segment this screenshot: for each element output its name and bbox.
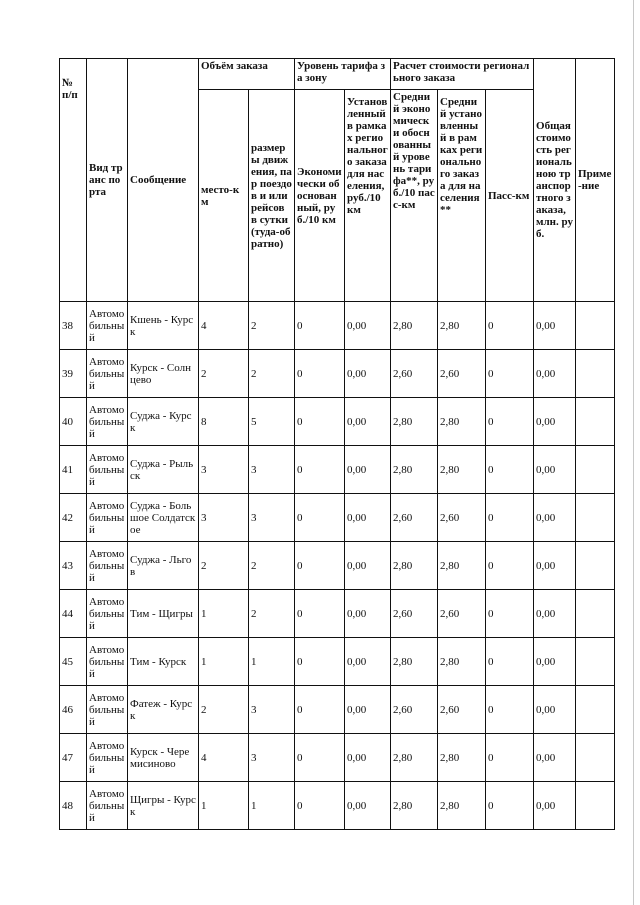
cell-avg-established-tariff: 2,60 [438, 590, 486, 638]
cell-total-cost: 0,00 [534, 542, 576, 590]
cell-route: Кшень - Курск [128, 302, 199, 350]
cell-row-number: 39 [60, 350, 87, 398]
cell-economic-tariff: 0 [295, 446, 345, 494]
cell-seat-km: 8 [199, 398, 249, 446]
table-row [60, 686, 615, 734]
cell-economic-tariff: 0 [295, 590, 345, 638]
cell-economic-tariff: 0 [295, 734, 345, 782]
cell-traffic-size: 1 [249, 638, 295, 686]
tariff-table [59, 58, 615, 830]
cell-total-cost: 0,00 [534, 302, 576, 350]
cell-route: Тим - Щигры [128, 590, 199, 638]
table-row [60, 302, 615, 350]
header-route: Сообщение [128, 59, 199, 302]
cell-route: Суджа - Большое Солдатское [128, 494, 199, 542]
cell-seat-km: 3 [199, 494, 249, 542]
cell-note [576, 302, 615, 350]
cell-seat-km: 2 [199, 350, 249, 398]
cell-total-cost: 0,00 [534, 398, 576, 446]
header-order-volume: Объём заказа [199, 59, 295, 90]
header-row-top [60, 59, 615, 90]
header-cost-calc: Расчет стоимости регионального заказа [391, 59, 534, 90]
cell-economic-tariff: 0 [295, 398, 345, 446]
cell-economic-tariff: 0 [295, 302, 345, 350]
cell-avg-economic-tariff: 2,80 [391, 302, 438, 350]
cell-avg-economic-tariff: 2,60 [391, 590, 438, 638]
cell-total-cost: 0,00 [534, 782, 576, 830]
cell-avg-established-tariff: 2,80 [438, 398, 486, 446]
cell-established-tariff: 0,00 [345, 590, 391, 638]
cell-traffic-size: 2 [249, 350, 295, 398]
table-row [60, 782, 615, 830]
cell-transport-type: Автомобильный [87, 542, 128, 590]
cell-avg-established-tariff: 2,60 [438, 350, 486, 398]
table-row [60, 542, 615, 590]
cell-seat-km: 1 [199, 590, 249, 638]
cell-route: Тим - Курск [128, 638, 199, 686]
cell-traffic-size: 2 [249, 590, 295, 638]
cell-avg-economic-tariff: 2,80 [391, 542, 438, 590]
header-note: Приме-ние [576, 59, 615, 302]
page-edge [633, 0, 634, 905]
header-num: № п/п [60, 59, 87, 302]
cell-traffic-size: 3 [249, 734, 295, 782]
cell-transport-type: Автомобильный [87, 302, 128, 350]
cell-row-number: 45 [60, 638, 87, 686]
cell-note [576, 638, 615, 686]
cell-traffic-size: 3 [249, 494, 295, 542]
cell-established-tariff: 0,00 [345, 494, 391, 542]
table-row [60, 398, 615, 446]
header-passenger-km: Пасс-км [486, 90, 534, 302]
cell-passenger-km: 0 [486, 686, 534, 734]
table-row [60, 350, 615, 398]
cell-established-tariff: 0,00 [345, 542, 391, 590]
cell-avg-economic-tariff: 2,80 [391, 638, 438, 686]
cell-transport-type: Автомобильный [87, 398, 128, 446]
cell-seat-km: 1 [199, 638, 249, 686]
cell-note [576, 494, 615, 542]
cell-total-cost: 0,00 [534, 686, 576, 734]
cell-traffic-size: 2 [249, 302, 295, 350]
cell-seat-km: 1 [199, 782, 249, 830]
cell-passenger-km: 0 [486, 398, 534, 446]
cell-passenger-km: 0 [486, 782, 534, 830]
cell-passenger-km: 0 [486, 494, 534, 542]
header-avg-economic: Средний экономически обоснованный уровень тарифа**, руб./10 пасс-км [391, 90, 438, 302]
cell-established-tariff: 0,00 [345, 302, 391, 350]
cell-traffic-size: 3 [249, 686, 295, 734]
cell-seat-km: 4 [199, 734, 249, 782]
cell-economic-tariff: 0 [295, 494, 345, 542]
cell-traffic-size: 2 [249, 542, 295, 590]
cell-avg-established-tariff: 2,80 [438, 782, 486, 830]
header-seat-km: место-км [199, 90, 249, 302]
cell-row-number: 42 [60, 494, 87, 542]
cell-established-tariff: 0,00 [345, 686, 391, 734]
cell-total-cost: 0,00 [534, 350, 576, 398]
cell-avg-established-tariff: 2,80 [438, 638, 486, 686]
cell-route: Суджа - Курск [128, 398, 199, 446]
cell-avg-economic-tariff: 2,80 [391, 398, 438, 446]
cell-avg-economic-tariff: 2,80 [391, 446, 438, 494]
cell-established-tariff: 0,00 [345, 782, 391, 830]
cell-passenger-km: 0 [486, 542, 534, 590]
cell-passenger-km: 0 [486, 590, 534, 638]
cell-established-tariff: 0,00 [345, 398, 391, 446]
cell-established-tariff: 0,00 [345, 734, 391, 782]
cell-transport-type: Автомобильный [87, 350, 128, 398]
table-row [60, 638, 615, 686]
cell-avg-economic-tariff: 2,80 [391, 782, 438, 830]
cell-row-number: 47 [60, 734, 87, 782]
header-established-tariff: Установленный в рамках регионального заказа для населения, руб./10 км [345, 90, 391, 302]
header-traffic-size: размеры движения, пар поездов и или рейсов в сутки (туда-обратно) [249, 90, 295, 302]
cell-note [576, 590, 615, 638]
cell-note [576, 542, 615, 590]
header-transport-type: Вид транс порта [87, 59, 128, 302]
cell-note [576, 782, 615, 830]
cell-route: Суджа - Льгов [128, 542, 199, 590]
table-row [60, 446, 615, 494]
cell-avg-established-tariff: 2,80 [438, 734, 486, 782]
cell-traffic-size: 1 [249, 782, 295, 830]
cell-seat-km: 3 [199, 446, 249, 494]
cell-economic-tariff: 0 [295, 638, 345, 686]
cell-established-tariff: 0,00 [345, 638, 391, 686]
cell-passenger-km: 0 [486, 446, 534, 494]
cell-avg-economic-tariff: 2,80 [391, 734, 438, 782]
cell-traffic-size: 5 [249, 398, 295, 446]
cell-total-cost: 0,00 [534, 494, 576, 542]
cell-avg-economic-tariff: 2,60 [391, 350, 438, 398]
cell-economic-tariff: 0 [295, 542, 345, 590]
cell-transport-type: Автомобильный [87, 590, 128, 638]
cell-transport-type: Автомобильный [87, 734, 128, 782]
cell-economic-tariff: 0 [295, 686, 345, 734]
cell-route: Курск - Солнцево [128, 350, 199, 398]
header-avg-established: Средний установленный в рамках регионального заказа для населения** [438, 90, 486, 302]
cell-seat-km: 2 [199, 686, 249, 734]
cell-seat-km: 4 [199, 302, 249, 350]
cell-transport-type: Автомобильный [87, 686, 128, 734]
cell-row-number: 44 [60, 590, 87, 638]
cell-total-cost: 0,00 [534, 590, 576, 638]
cell-passenger-km: 0 [486, 302, 534, 350]
cell-total-cost: 0,00 [534, 446, 576, 494]
cell-total-cost: 0,00 [534, 638, 576, 686]
cell-avg-established-tariff: 2,80 [438, 542, 486, 590]
cell-passenger-km: 0 [486, 734, 534, 782]
cell-established-tariff: 0,00 [345, 446, 391, 494]
cell-route: Курск - Черемисиново [128, 734, 199, 782]
cell-avg-established-tariff: 2,80 [438, 446, 486, 494]
cell-established-tariff: 0,00 [345, 350, 391, 398]
cell-route: Щигры - Курск [128, 782, 199, 830]
cell-avg-established-tariff: 2,60 [438, 494, 486, 542]
cell-row-number: 46 [60, 686, 87, 734]
cell-row-number: 41 [60, 446, 87, 494]
cell-note [576, 734, 615, 782]
table-row [60, 590, 615, 638]
cell-row-number: 48 [60, 782, 87, 830]
cell-transport-type: Автомобильный [87, 638, 128, 686]
cell-avg-established-tariff: 2,80 [438, 302, 486, 350]
cell-seat-km: 2 [199, 542, 249, 590]
cell-avg-economic-tariff: 2,60 [391, 494, 438, 542]
table-body [60, 302, 615, 830]
cell-passenger-km: 0 [486, 350, 534, 398]
table-row [60, 734, 615, 782]
cell-economic-tariff: 0 [295, 350, 345, 398]
cell-avg-economic-tariff: 2,60 [391, 686, 438, 734]
cell-avg-established-tariff: 2,60 [438, 686, 486, 734]
cell-passenger-km: 0 [486, 638, 534, 686]
cell-row-number: 38 [60, 302, 87, 350]
cell-note [576, 446, 615, 494]
header-total-cost: Общая стоимость региональною транспортного заказа, млн. руб. [534, 59, 576, 302]
header-tariff-level: Уровень тарифа за зону [295, 59, 391, 90]
cell-note [576, 686, 615, 734]
cell-row-number: 43 [60, 542, 87, 590]
header-economic-tariff: Экономически обоснованный, руб./10 км [295, 90, 345, 302]
cell-note [576, 350, 615, 398]
cell-transport-type: Автомобильный [87, 782, 128, 830]
cell-transport-type: Автомобильный [87, 446, 128, 494]
cell-economic-tariff: 0 [295, 782, 345, 830]
cell-transport-type: Автомобильный [87, 494, 128, 542]
cell-total-cost: 0,00 [534, 734, 576, 782]
cell-route: Фатеж - Курск [128, 686, 199, 734]
cell-row-number: 40 [60, 398, 87, 446]
cell-traffic-size: 3 [249, 446, 295, 494]
cell-route: Суджа - Рыльск [128, 446, 199, 494]
table-row [60, 494, 615, 542]
cell-note [576, 398, 615, 446]
